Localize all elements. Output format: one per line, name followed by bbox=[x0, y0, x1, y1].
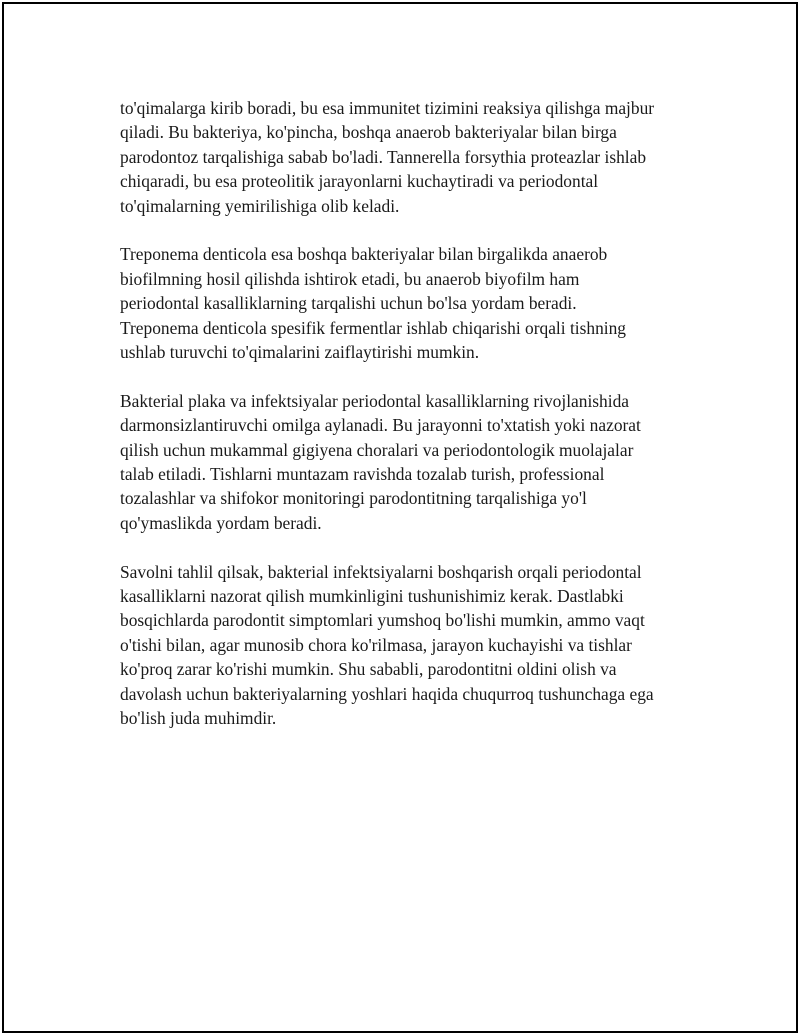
page-frame bbox=[2, 2, 798, 1033]
paragraph-4: Savolni tahlil qilsak, bakterial infektsiyalarni boshqarish orqali periodontal kasalliklarni nazorat qilish mumkinligini tushunishimiz kerak. Dastlabki bosqichlarda parodontit simptomlari yumshoq bo'lishi mumkin, ammo vaqt o'tishi bilan, agar munosib chora ko'rilmasa, jarayon kuchayishi va tishlar ko'proq zarar ko'rishi mumkin. Shu sababli, parodontitni oldini olish va davolash uchun bakteriyalarning yoshlari haqida chuqurroq tushunchaga ega bo'lish juda muhimdir. bbox=[120, 561, 654, 729]
paragraph-1: to'qimalarga kirib boradi, bu esa immunitet tizimini reaksiya qilishga majbur qiladi. Bu bakteriya, ko'pincha, boshqa anaerob bakteriyalar bilan birga parodontoz tarqalishiga sabab bo'ladi. Tannerella forsythia proteazlar ishlab chiqaradi, bu esa proteolitik jarayonlarni kuchaytiradi va periodontal to'qimalarning yemirilishiga olib keladi. bbox=[120, 98, 655, 216]
paragraph-3: Bakterial plaka va infektsiyalar periodontal kasalliklarning rivojlanishida darmonsizlantiruvchi omilga aylanadi. Bu jarayonni to'xtatish yoki nazorat qilish uchun mukammal gigiyena choralari va periodontologik muolajalar talab etiladi. Tishlarni muntazam ravishda tozalab turish, professional tozalashlar va shifokor monitoringi parodontitning tarqalishiga yo'l qo'ymaslikda yordam beradi. bbox=[120, 390, 641, 533]
paragraph-2: Treponema denticola esa boshqa bakteriyalar bilan birgalikda anaerob biofilmning hosil qilishda ishtirok etadi, bu anaerob biyofilm ham periodontal kasalliklarning tarqalishi uchun bo'lsa yordam beradi. Treponema denticola spesifik fermentlar ishlab chiqarishi orqali tishning ushlab turuvchi to'qimalarini zaiflaytirishi mumkin. bbox=[120, 244, 626, 363]
document-body bbox=[120, 96, 710, 731]
